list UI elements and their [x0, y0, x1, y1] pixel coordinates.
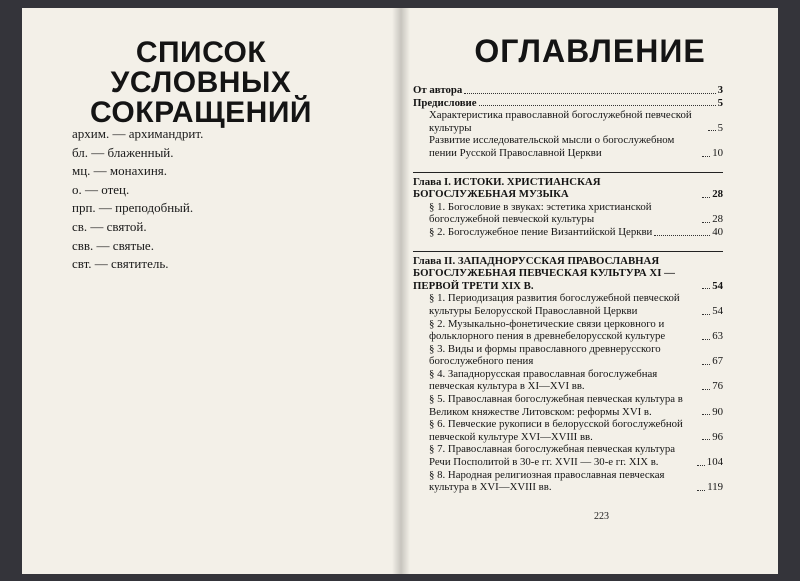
toc-entry-title: § 6. Певческие рукописи в белорусской богослужебной певческой культуре XVI—XVIII вв.	[429, 418, 683, 443]
toc-entry-title: § 3. Виды и формы православного древнерусского богослужебного пения	[429, 342, 661, 368]
toc-entry-title: § 7. Православная богослужебная певческая культура Речи Посполитой в 30-е гг. XVII — 30-е гг. XIX в.	[429, 443, 676, 469]
toc-leader-dots	[708, 130, 716, 131]
toc-entry-title: Развитие исследовательской мысли о богослужебном пении Русской Православной Церкви	[429, 134, 675, 159]
toc-entry-title: Глава I. ИСТОКИ. ХРИСТИАНСКАЯ БОГОСЛУЖЕБНАЯ МУЗЫКА	[413, 175, 601, 201]
toc-entry-page: 28	[712, 188, 723, 201]
toc-entry-title: От автора	[413, 84, 463, 96]
contents-title: ОГЛАВЛЕНИЕ	[474, 33, 706, 69]
toc-entry-page: 5	[717, 121, 723, 134]
toc-entry-title: § 4. Западнорусская православная богослужебная певческая культура в XI—XVI вв.	[429, 367, 658, 393]
toc-entry-page: 3	[717, 84, 723, 96]
toc-entry-page: 104	[706, 456, 723, 469]
abbreviation-item: св. — святой.	[72, 218, 147, 234]
toc-section	[413, 201, 723, 226]
abbreviation-item: бл. — блаженный.	[72, 144, 174, 160]
toc-entry-title: Характеристика православной богослужебной певческой культуры	[429, 109, 692, 134]
toc-entry-page: 54	[712, 279, 723, 292]
toc-entry-page: 63	[712, 330, 723, 343]
toc-leader-dots	[702, 364, 710, 365]
toc-entry-title: § 1. Богословие в звуках: эстетика христианской богослужебной певческой культуры	[429, 200, 652, 226]
abbreviations-title-line: УСЛОВНЫХ	[110, 66, 292, 99]
toc-entry-title: § 8. Народная религиозная православная певческая культура в XVI—XVIII вв.	[429, 468, 665, 494]
toc-entry-title: Предисловие	[413, 96, 477, 109]
toc-leader-dots	[702, 197, 710, 198]
toc-entry-page: 5	[717, 96, 723, 109]
toc-chapter	[413, 255, 723, 293]
toc-leader-dots	[479, 105, 716, 106]
toc-chapter	[413, 84, 723, 97]
abbreviation-item: прп. — преподобный.	[72, 200, 194, 216]
abbreviation-item: архим. — архимандрит.	[72, 126, 204, 141]
abbreviation-item: о. — отец.	[72, 181, 130, 197]
toc-entry-page: 54	[712, 304, 723, 317]
page-number: 223	[594, 511, 609, 522]
abbreviations-title-line: СПИСОК	[135, 36, 267, 69]
toc-entry-title: § 2. Богослужебное пение Византийской Церкви	[429, 225, 653, 238]
toc-entry-page: 67	[712, 355, 723, 368]
toc-section	[413, 292, 723, 317]
abbreviation-item: свв. — святые.	[72, 237, 154, 253]
toc-entry-title: § 2. Музыкально-фонетические связи церковного и фольклорного пения в древнебелорусской культуре	[429, 317, 666, 343]
toc-leader-dots	[464, 93, 715, 94]
toc-chapter	[413, 97, 723, 110]
toc-entry-title: § 1. Периодизация развития богослужебной певческой культуры Белорусской Православной Церкви	[429, 292, 680, 317]
toc-section	[413, 134, 723, 159]
toc-entry-page: 96	[712, 430, 723, 443]
toc-leader-dots	[702, 439, 710, 440]
toc-entry-page: 76	[712, 380, 723, 393]
abbreviation-item: мц. — монахиня.	[72, 163, 168, 179]
toc-leader-dots	[697, 465, 705, 466]
abbreviations-title-line: СОКРАЩЕНИЙ	[90, 96, 312, 129]
toc-leader-dots	[702, 156, 710, 157]
toc-entry-page: 28	[712, 213, 723, 226]
abbreviations-list	[72, 125, 332, 274]
toc-section	[413, 226, 723, 239]
toc-section	[413, 393, 723, 418]
toc-entry-title: § 5. Православная богослужебная певческая культура в Великом княжестве Литовском: реформы XVI в.	[429, 393, 683, 418]
toc-entry-page: 119	[707, 481, 723, 494]
toc-entry-page: 10	[712, 146, 723, 159]
toc-leader-dots	[702, 339, 710, 340]
toc-leader-dots	[654, 235, 710, 236]
toc-section	[413, 443, 723, 468]
toc-divider	[413, 172, 723, 173]
toc-leader-dots	[702, 314, 710, 315]
toc-leader-dots	[702, 222, 710, 223]
toc-divider	[413, 251, 723, 252]
toc-entry-page: 40	[712, 225, 723, 238]
abbreviations-title	[86, 38, 316, 128]
toc-leader-dots	[697, 490, 705, 491]
toc-section	[413, 109, 723, 134]
toc-spacer	[413, 239, 723, 248]
toc-section	[413, 318, 723, 343]
toc-leader-dots	[702, 414, 710, 415]
toc-entry-page: 90	[712, 405, 723, 418]
toc-leader-dots	[702, 389, 710, 390]
book-gutter	[392, 8, 410, 574]
toc-spacer	[413, 160, 723, 169]
toc-section	[413, 368, 723, 393]
toc-section	[413, 343, 723, 368]
toc-section	[413, 469, 723, 494]
abbreviation-item: свт. — святитель.	[72, 256, 169, 272]
table-of-contents	[413, 84, 723, 494]
toc-chapter	[413, 176, 723, 201]
toc-section	[413, 418, 723, 443]
toc-entry-title: Глава II. ЗАПАДНОРУССКАЯ ПРАВОСЛАВНАЯ БОГОСЛУЖЕБНАЯ ПЕВЧЕСКАЯ КУЛЬТУРА XI — ПЕРВОЙ ТРЕТИ XIX В.	[413, 254, 675, 292]
toc-leader-dots	[702, 288, 710, 289]
